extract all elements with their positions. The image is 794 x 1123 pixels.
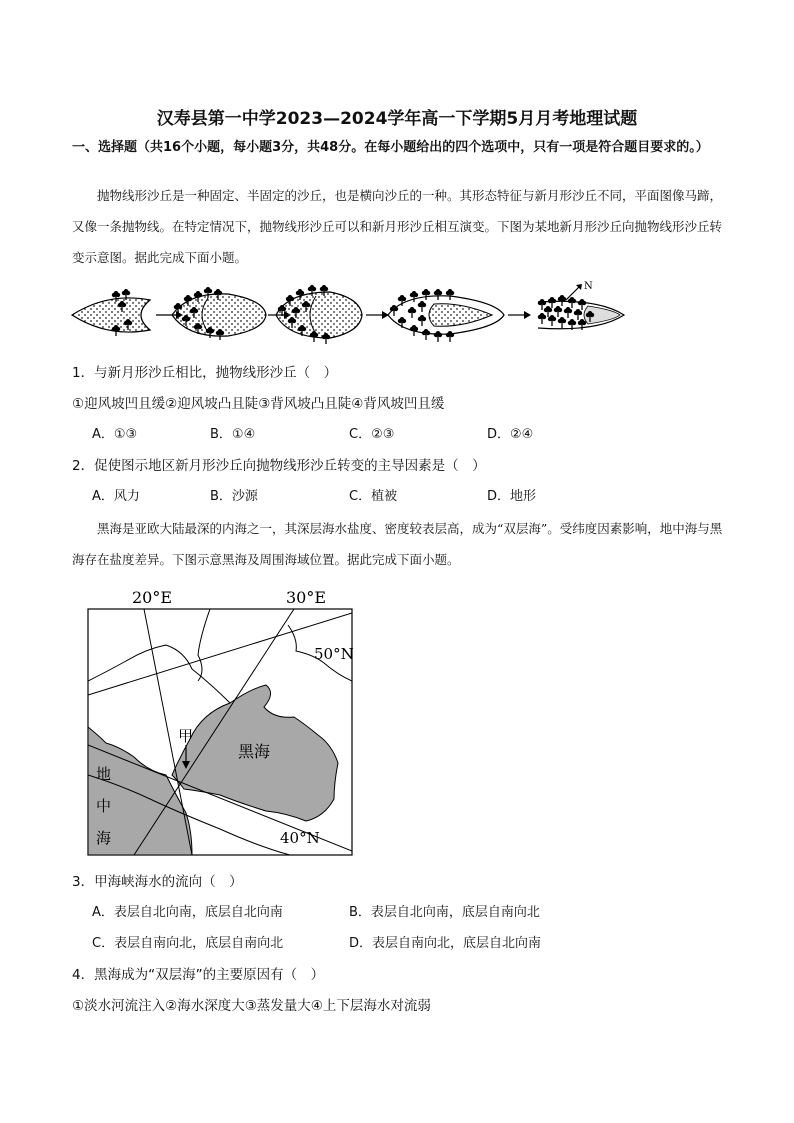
question-3-option-a: A．表层自北向南，底层自北向南 xyxy=(92,905,283,920)
longitude-label-20e: 20°E xyxy=(132,588,173,607)
question-2-option-a: A．风力 xyxy=(92,489,140,504)
parabolic-dune-stage xyxy=(538,295,624,330)
black-sea-label: 黑海 xyxy=(238,742,271,761)
transition-dune-stage-2 xyxy=(276,285,362,344)
question-1-option-d: D．②④ xyxy=(487,427,534,442)
arrow-icon xyxy=(366,311,389,319)
longitude-label-30e: 30°E xyxy=(286,588,327,607)
question-4-stem: 4．黑海成为“双层海”的主要原因有（ ） xyxy=(72,967,325,983)
question-1-option-c: C．②③ xyxy=(349,427,395,442)
transition-dune-stage-1 xyxy=(172,287,266,340)
question-4-statements: ①淡水河流注入②海水深度大③蒸发量大④上下层海水对流弱 xyxy=(72,998,431,1014)
arrow-icon xyxy=(508,311,531,319)
question-3-stem: 3．甲海峡海水的流向（ ） xyxy=(72,874,243,890)
north-arrow-icon xyxy=(566,281,593,300)
passage-dunes: 抛物线形沙丘是一种固定、半固定的沙丘，也是横向沙丘的一种。其形态特征与新月形沙丘不同，平面图像马蹄，又像一条抛物线。在特定情况下，抛物线形沙丘可以和新月形沙丘相互演变。下图为某地新月形沙丘向抛物线形沙丘转变示意图。据此完成下面小题。 xyxy=(72,188,723,265)
question-3-option-d: D．表层自南向北，底层自北向南 xyxy=(349,936,542,951)
question-2-option-d: D．地形 xyxy=(487,489,537,504)
question-2-option-b: B．沙源 xyxy=(210,489,258,504)
north-label: N xyxy=(584,281,593,292)
question-1-option-b: B．①④ xyxy=(210,427,256,442)
question-1-stem: 1．与新月形沙丘相比，抛物线形沙丘（ ） xyxy=(72,365,338,381)
page-title: 汉寿县第一中学2023—2024学年高一下学期5月月考地理试题 xyxy=(156,109,638,129)
question-3-option-c: C．表层自南向北，底层自南向北 xyxy=(92,936,284,951)
strait-label: 甲 xyxy=(178,727,194,745)
section-heading: 一、选择题（共16个小题，每小题3分，共48分。在每小题给出的四个选项中，只有一项是符合题目要求的。） xyxy=(72,140,709,155)
question-1-option-a: A．①③ xyxy=(92,427,138,442)
question-3-option-b: B．表层自北向南，底层自南向北 xyxy=(349,905,540,920)
dune-transformation-figure xyxy=(68,280,640,352)
med-label-char-3: 海 xyxy=(96,829,112,847)
crescent-dune-stage xyxy=(72,289,150,336)
latitude-label-50n: 50°N xyxy=(314,645,354,663)
black-sea-map xyxy=(80,585,360,860)
med-label-char-1: 地 xyxy=(96,765,112,783)
latitude-label-40n: 40°N xyxy=(280,829,320,847)
transition-dune-stage-3 xyxy=(388,289,504,342)
question-2-option-c: C．植被 xyxy=(349,489,398,504)
passage-black-sea: 黑海是亚欧大陆最深的内海之一，其深层海水盐度、密度较表层高，成为“双层海”。受纬度因素影响，地中海与黑海存在盐度差异。下图示意黑海及周围海域位置。据此完成下面小题。 xyxy=(72,521,723,567)
med-label-char-2: 中 xyxy=(96,797,112,815)
question-1-statements: ①迎风坡凹且缓②迎风坡凸且陡③背风坡凸且陡④背风坡凹且缓 xyxy=(72,396,445,412)
question-2-stem: 2．促使图示地区新月形沙丘向抛物线形沙丘转变的主导因素是（ ） xyxy=(72,458,486,474)
